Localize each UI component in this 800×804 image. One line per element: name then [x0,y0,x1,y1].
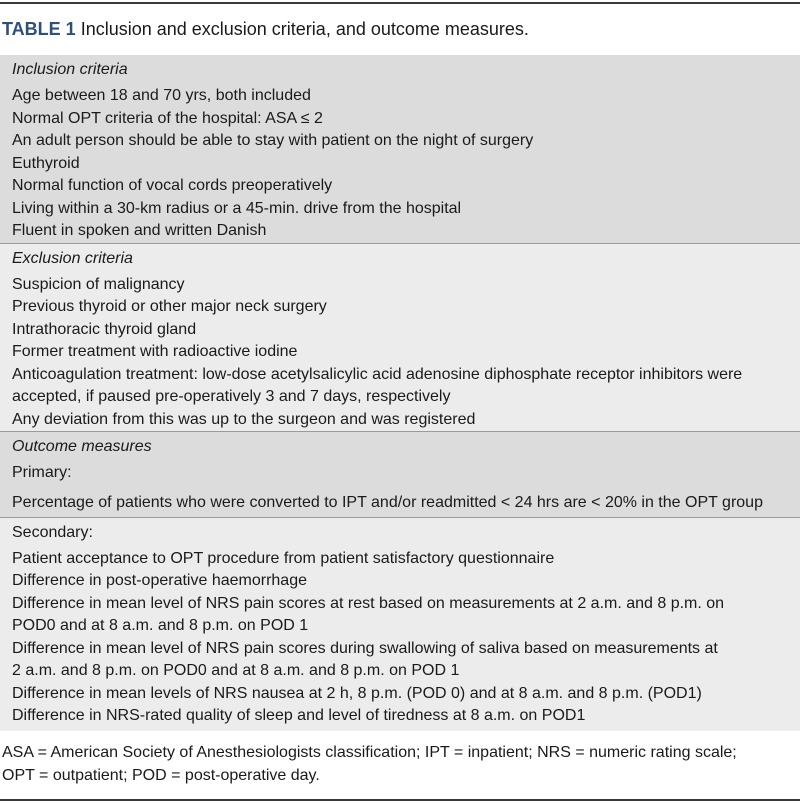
list-item: Euthyroid [12,154,80,172]
table-title: Inclusion and exclusion criteria, and outcome measures. [80,19,529,39]
list-item: Normal function of vocal cords preoperatively [12,177,333,194]
secondary-list [0,548,800,731]
inclusion-heading: Inclusion criteria [12,61,128,78]
list-item: Difference in mean level of NRS pain scores at rest based on measurements at 2 a.m. and 8 p.m. on [12,594,725,612]
list-item: Intrathoracic thyroid gland [12,320,197,338]
list-item: Fluent in spoken and written Danish [12,222,267,239]
footnote-line: OPT = outpatient; POD = post-operative day. [2,766,320,784]
list-item: Difference in NRS-rated quality of sleep and level of tiredness at 8 a.m. on POD1 [12,707,586,724]
list-item: Age between 18 and 70 yrs, both included [12,87,311,104]
list-item: 2 a.m. and 8 p.m. on POD0 and at 8 a.m. and 8 p.m. on POD 1 [12,662,460,679]
top-rule [0,2,800,4]
inclusion-section [0,55,800,243]
list-item: Difference in mean level of NRS pain scores during swallowing of saliva based on measurements at [12,639,718,657]
inclusion-list [0,85,800,243]
list-item: Previous thyroid or other major neck surgery [12,298,327,315]
outcome-secondary-section [0,518,800,731]
exclusion-heading: Exclusion criteria [12,249,133,267]
secondary-label: Secondary: [12,523,93,541]
primary-label: Primary: [12,464,72,481]
list-item: Patient acceptance to OPT procedure from patient satisfactory questionnaire [12,549,555,567]
table-label: TABLE 1 [2,19,76,39]
list-item: Percentage of patients who were converted to IPT and/or readmitted < 24 hrs are < 20% in the OPT group [12,494,763,511]
list-item: Former treatment with radioactive iodine [12,343,298,360]
exclusion-list [0,274,800,432]
outcome-primary-section [0,432,800,517]
list-item: Any deviation from this was up to the surgeon and was registered [12,410,476,428]
footnote-line: ASA = American Society of Anesthesiologists classification; IPT = inpatient; NRS = numeric rating scale; [2,744,737,761]
table-footnote [2,742,798,787]
list-item: Suspicion of malignancy [12,275,185,293]
list-item: Anticoagulation treatment: low-dose acetylsalicylic acid adenosine diphosphate receptor inhibitors were [12,365,743,383]
bottom-rule [0,799,800,801]
list-item: accepted, if paused pre-operatively 3 and 7 days, respectively [12,388,451,405]
list-item: An adult person should be able to stay with patient on the night of surgery [12,132,534,149]
exclusion-section [0,244,800,432]
list-item: Difference in mean levels of NRS nausea at 2 h, 8 p.m. (POD 0) and at 8 a.m. and 8 p.m. (POD1) [12,684,702,702]
table-caption [2,18,529,40]
list-item: Living within a 30-km radius or a 45-min. drive from the hospital [12,199,462,217]
list-item: Difference in post-operative haemorrhage [12,572,307,589]
criteria-table [0,55,800,731]
list-item: POD0 and at 8 a.m. and 8 p.m. on POD 1 [12,617,309,634]
outcome-heading: Outcome measures [12,438,152,455]
list-item: Normal OPT criteria of the hospital: ASA ≤ 2 [12,109,323,127]
